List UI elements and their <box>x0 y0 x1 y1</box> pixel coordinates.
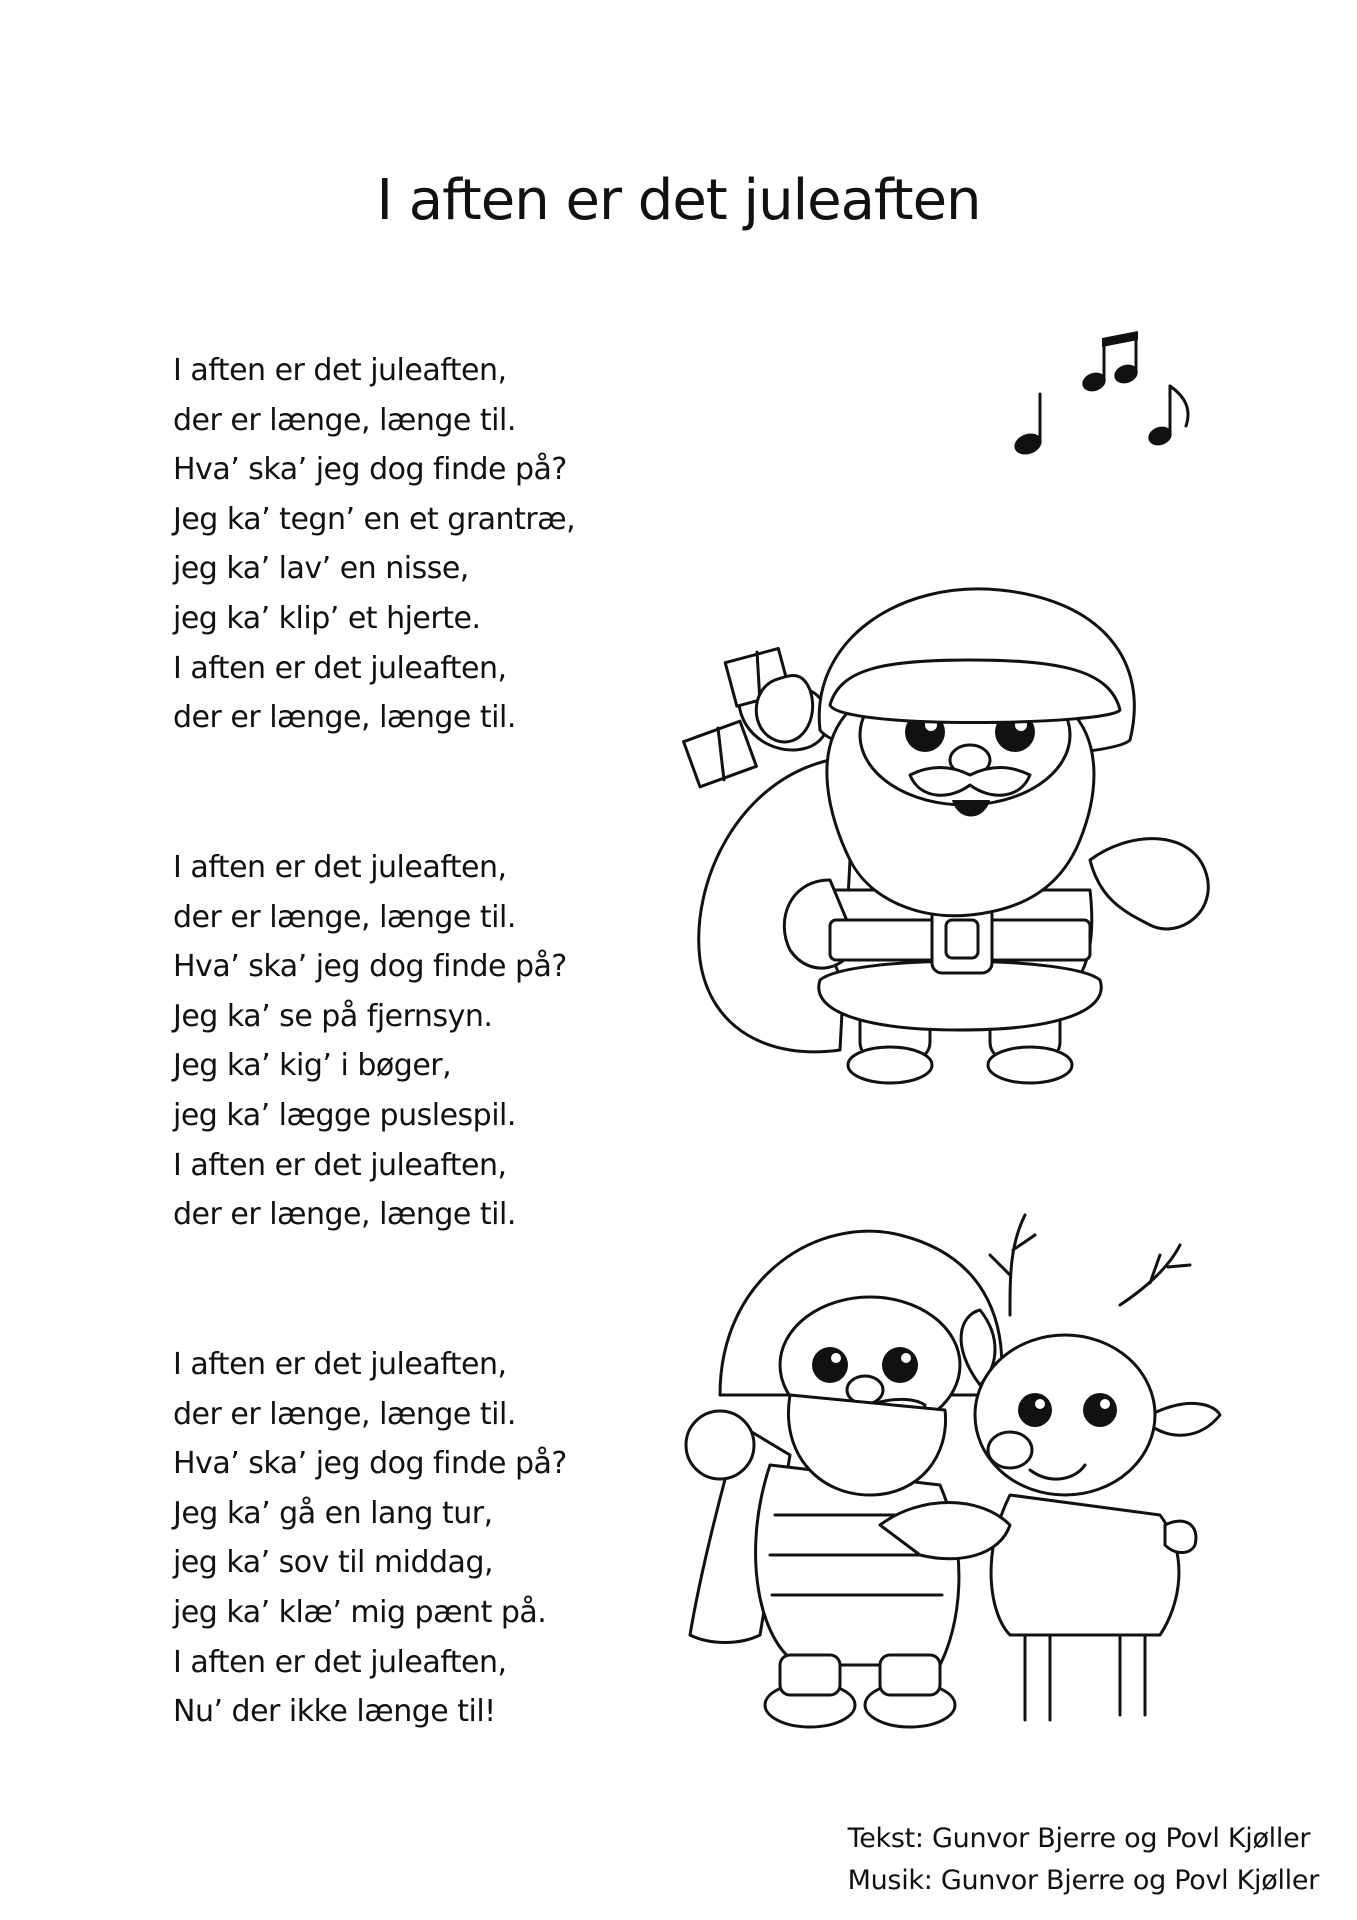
verse-line: Hva’ ska’ jeg dog finde på? <box>173 452 567 488</box>
verse-line: Jeg ka’ se på fjernsyn. <box>173 998 493 1034</box>
verse-line: Jeg ka’ gå en lang tur, <box>173 1495 493 1531</box>
santa-with-sack-illustration <box>680 560 1240 1100</box>
verse-line: I aften er det juleaften, <box>173 650 507 686</box>
verse-2 <box>173 843 567 1240</box>
verse-1 <box>173 346 575 743</box>
verse-line: jeg ka’ klip’ et hjerte. <box>173 600 481 636</box>
verse-line: der er længe, længe til. <box>173 899 516 935</box>
verse-line: I aften er det juleaften, <box>173 1147 507 1183</box>
verse-line: Hva’ ska’ jeg dog finde på? <box>173 1446 567 1482</box>
verse-line: der er længe, længe til. <box>173 402 516 438</box>
music-credit: Musik: Gunvor Bjerre og Povl Kjøller <box>847 1865 1319 1896</box>
verse-line: jeg ka’ klæ’ mig pænt på. <box>173 1594 547 1630</box>
verse-line: I aften er det juleaften, <box>173 850 507 885</box>
verse-line: jeg ka’ lægge puslespil. <box>173 1097 516 1133</box>
verse-line: jeg ka’ sov til middag, <box>173 1545 494 1581</box>
lyrics-credit: Tekst: Gunvor Bjerre og Povl Kjøller <box>847 1823 1311 1854</box>
page-title: I aften er det juleaften <box>376 167 981 233</box>
verse-line: Jeg ka’ tegn’ en et grantræ, <box>173 501 576 537</box>
santa-hugging-reindeer-illustration <box>680 1195 1240 1755</box>
music-notes-icon <box>1000 330 1200 470</box>
verse-line: jeg ka’ lav’ en nisse, <box>173 551 469 587</box>
credits <box>848 1818 1319 1902</box>
verse-line: der er længe, længe til. <box>173 1396 516 1432</box>
verse-line: der er længe, længe til. <box>173 1197 516 1233</box>
verse-line: I aften er det juleaften, <box>173 1347 507 1382</box>
verse-line: I aften er det juleaften, <box>173 1644 507 1680</box>
verse-line: Nu’ der ikke længe til! <box>173 1694 496 1730</box>
verse-3 <box>173 1340 567 1737</box>
verse-line: Hva’ ska’ jeg dog finde på? <box>173 949 567 985</box>
verse-line: Jeg ka’ kig’ i bøger, <box>173 1048 452 1084</box>
verse-line: I aften er det juleaften, <box>173 353 507 388</box>
verse-line: der er længe, længe til. <box>173 700 516 736</box>
